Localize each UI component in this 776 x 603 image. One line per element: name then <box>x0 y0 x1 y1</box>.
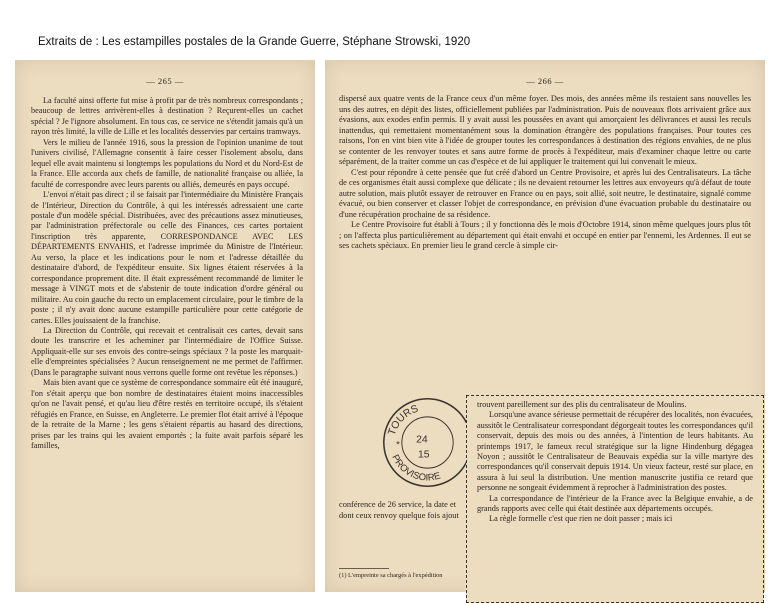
stamp-top-text: TOURS <box>386 403 420 437</box>
paragraph: La Direction du Contrôle, qui recevait et centralisait ces cartes, devait sans doute les transcrire et les acheminer par l'intermédiaire de l'Office Suisse. Appliquait-elle sur ses envois des contre-seings spéciaux ? la poste les marquait-elle d'empreintes spécialisées ? Aucun renseignement ne me permet de l'affirmer. (Dans le paragraphe suivant nous verrons quelle forme ont revêtue les réponses.) <box>31 325 303 377</box>
paragraph: C'est pour répondre à cette pensée que fut créé d'abord un Centre Provisoire, et après lui des Centralisateurs. La tâche de ces organismes était aussi complexe que délicate ; ils ne devaient retourner les lettres aux envoyeurs qu'à défaut de toute autre solution, mais plutôt essayer de retrouver en France ou en pays, soit allié, soit neutre, le destinataire, signalé comme évacué, ou bien conserver et classer l'objet de correspondance, en prévision d'une évacuation probable du destinataire ou d'une récupération prochaine de sa résidence. <box>339 167 751 219</box>
postmark-stamp <box>380 395 475 490</box>
stamp-year: 15 <box>418 449 430 461</box>
paragraph: trouvent pareillement sur des plis du centralisateur de Moulins. <box>477 400 687 409</box>
right-page-number: — 266 — <box>526 76 564 86</box>
paragraph: Vers le milieu de l'année 1916, sous la pression de l'opinion unanime de tout l'univers civilisé, l'Allemagne consentit à faire cesser l'isolement absolu, dans lequel elle avait maintenu si longtemps les populations du Nord et du Nord-Est de la France. Elle accorda aux chefs de famille, de nationalité française ou alliée, la faculté de correspondre avec leurs parents ou alliés, demeurés en pays occupé. <box>31 137 303 189</box>
pasted-clipping <box>466 395 764 603</box>
left-page-text <box>31 96 303 451</box>
paragraph: L'envoi n'était pas direct ; il se faisait par l'intermédiaire du Ministère Français de l'Intérieur, Direction du Contrôle, à qui les intéressés adressaient une carte postale d'un modèle spécial. Distribuées, avec des précautions assez minutieuses, par l'administration préfectorale ou celle des Finances, ces cartes portaient l'inscription très apparente, CORRESPONDANCE AVEC LES DÉPARTEMENTS ENVAHIS, et l'adresse imprimée du Ministre de l'Intérieur. Au verso, la place et les indications pour le nom et l'adresse détaillée du destinataire d'abord, de l'expéditeur ensuite. Six lignes étaient réservées à la correspondance proprement dite. Il était expressément recommandé de limiter le message à VINGT mots et de s'abstenir de toute indication d'ordre général ou militaire. Au coin gauche du recto un emplacement circulaire, pour le timbre de la poste ; il n'y avait donc aucune estampille particulière pour cette catégorie de cartes. Elles jouissaient de la franchise. <box>31 190 303 325</box>
right-page-partial-text: conférence de 26 service, la date et dont ceux renvoy quelque fois ajout <box>339 500 459 520</box>
footnote: (1) L'empreinte sa chargés à l'expédition <box>339 572 443 579</box>
paragraph: dispersé aux quatre vents de la France ceux d'un même foyer. Des mois, des années même ils restaient sans nouvelles les uns des autres, en dépit des listes, officiellement publiées par l'administration. Puis de nouveaux flots arrivaient grâce aux évasions, aux exodes enfin permis. Il y avait aussi les poussées en avant qui amorçaient les délivrances et aussi les reculs inattendus, qui remettaient momentanément sous la domination étrangère des populations françaises. Pour toutes ces raisons, l'on en vint bien vite à l'idée de grouper toutes les correspondances à destination des régions envahies, de ne plus se contenter de les renvoyer toutes et sans autre forme de procès à l'expéditeur, mais d'examiner chaque lettre ou carte séparément, de la traiter comme un cas d'espèce et de lui appliquer le traitement qui lui convenait le mieux. <box>339 94 751 166</box>
paragraph: Lorsqu'une avance sérieuse permettait de récupérer des localités, non évacuées, aussitôt le Centralisateur correspondant dégorgeait toutes les correspondances qu'il conservait, depuis des mois ou des années, à l'intention de leurs habitants. Au printemps 1917, le fameux recul stratégique sur la ligne Hindenburg dégagea Noyon ; aussitôt le Centralisateur de Beauvais expédia sur la ville martyre des correspondances qu'il conservait depuis 1914. Un vieux facteur, resté sur place, en assura à lui seul la distribution. Une mention manuscrite justifia ce retard que personne ne songeait évidemment à reprocher à l'administration des postes. <box>477 410 753 493</box>
left-page-number: — 265 — <box>146 76 184 86</box>
clipping-text <box>477 400 753 525</box>
stamp-star: * <box>396 439 400 451</box>
paragraph: La correspondance de l'intérieur de la France avec la Belgique envahie, a de grands rapports avec celle qui était destinée aux départements occupés. <box>477 493 753 514</box>
paragraph: La règle formelle c'est que rien ne doit passer ; mais ici <box>489 514 673 524</box>
right-page-text <box>339 94 751 252</box>
footnote-divider <box>339 568 389 569</box>
left-page <box>15 60 315 592</box>
stamp-day: 24 <box>416 434 428 446</box>
paragraph: Mais bien avant que ce système de correspondance sommaire eût été inauguré, l'on s'était aperçu que bon nombre de destinataires étaient moins inaccessibles qu'on ne l'avait pensé, et qu'au lieu d'être restés en territoire occupé, ils s'étaient réfugiés en France, en Suisse, en Angleterre. Le premier flot était arrivé à l'époque de la retraite de la Marne ; les gens s'étaient répartis au hasard des directions, prises par les trains qui les avaient emportés ; la fuite avait parfois séparé les familles, <box>31 378 303 450</box>
paragraph: Le Centre Provisoire fut établi à Tours ; il y fonctionna dès le mois d'Octobre 1914, sinon même quelques jours plus tôt ; on l'affecta plus particulièrement au département qui était envahi et occupé en entier par l'ennemi, les Ardennes. Il eut se ses cachets spéciaux. En premier lieu le grand cercle à simple cir- <box>339 220 751 250</box>
stamp-bottom-text: PROVISOIRE <box>389 452 442 484</box>
paragraph: La faculté ainsi offerte fut mise à profit par de très nombreux correspondants ; beaucoup de lettres arrivèrent-elles à destination ? Reçurent-elles un cachet spécial ? Je l'ignore absolument. En tous cas, ce service ne s'étendit jamais qu'à un rayon très limité, la ville de Lille et les localités desservies par certains tramways. <box>31 96 303 137</box>
caption: Extraits de : Les estampilles postales de la Grande Guerre, Stéphane Strowski, 1920 <box>38 36 471 48</box>
